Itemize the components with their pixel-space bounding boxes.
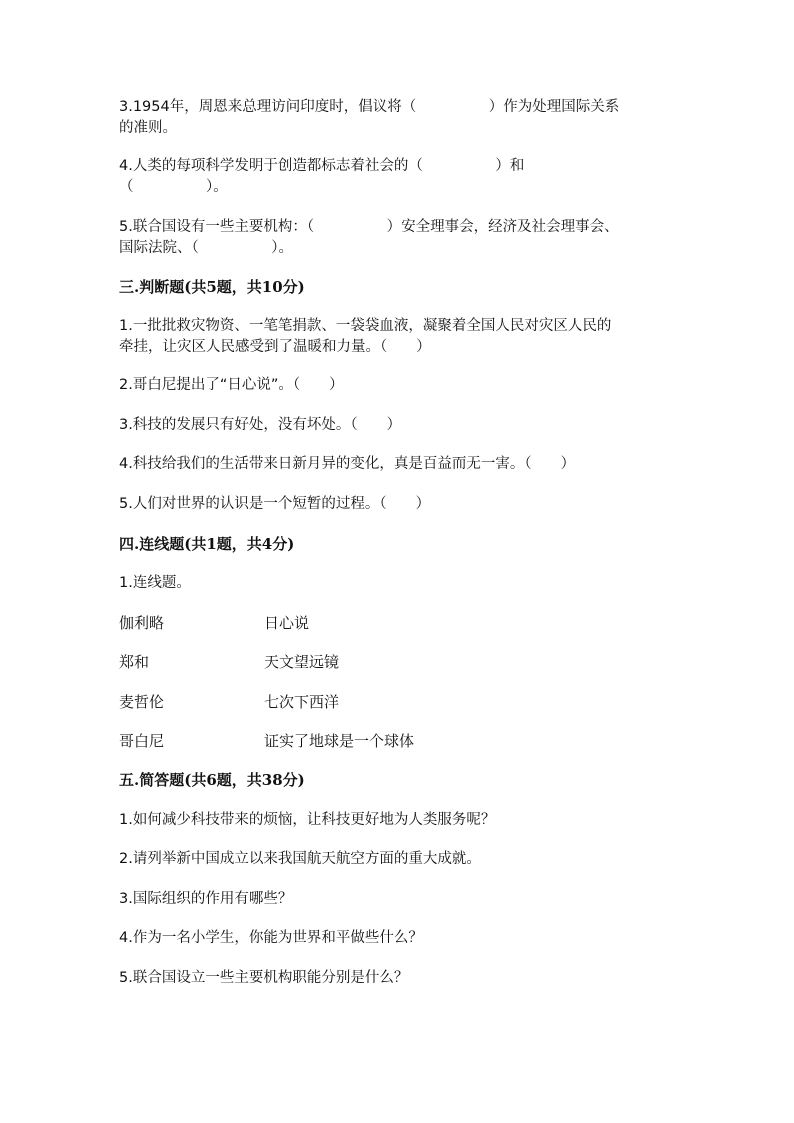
matching-left-1: 伽利略 [119,614,165,632]
fill-blank-3-line1: 3.1954年，周恩来总理访问印度时，倡议将（ ）作为处理国际关系 [119,99,620,115]
section-5-title: 五.简答题(共6题，共38分) [119,771,305,789]
short-answer-q1: 1.如何减少科技带来的烦恼，让科技更好地为人类服务呢？ [119,812,496,828]
fill-blank-3-line2: 的准则。 [119,120,177,136]
short-answer-q4: 4.作为一名小学生，你能为世界和平做些什么？ [119,930,423,946]
short-answer-q5: 5.联合国设立一些主要机构职能分别是什么？ [119,970,409,986]
fill-blank-5-line1: 5.联合国设有一些主要机构：（ ）安全理事会，经济及社会理事会、 [119,219,619,235]
judge-q4: 4.科技给我们的生活带来日新月异的变化，真是百益而无一害。（ ） [119,456,576,472]
short-answer-q3: 3.国际组织的作用有哪些？ [119,891,293,907]
matching-left-3: 麦哲伦 [119,693,165,711]
section-3-title: 三.判断题(共5题，共10分) [119,278,305,296]
judge-q1-line1: 1.一批批救灾物资、一笔笔捐款、一袋袋血液，凝聚着全国人民对灾区人民的 [119,318,612,334]
matching-right-3: 七次下西洋 [264,693,340,711]
judge-q5: 5.人们对世界的认识是一个短暂的过程。（ ） [119,496,431,512]
matching-right-4: 证实了地球是一个球体 [264,732,415,750]
fill-blank-4-line2: （ ）。 [119,179,228,195]
section-4-title: 四.连线题(共1题，共4分) [119,535,295,553]
fill-blank-4-line1: 4.人类的每项科学发明于创造都标志着社会的（ ）和 [119,158,525,174]
short-answer-q2: 2.请列举新中国成立以来我国航天航空方面的重大成就。 [119,851,481,867]
matching-question: 1.连线题。 [119,575,191,591]
matching-right-1: 日心说 [264,614,310,632]
matching-right-2: 天文望远镜 [264,653,340,671]
judge-q2: 2.哥白尼提出了“日心说”。（ ） [119,377,344,393]
matching-left-4: 哥白尼 [119,732,165,750]
fill-blank-5-line2: 国际法院、（ ）。 [119,240,293,256]
judge-q1-line2: 牵挂，让灾区人民感受到了温暖和力量。（ ） [119,339,431,355]
matching-left-2: 郑和 [119,653,150,671]
judge-q3: 3.科技的发展只有好处，没有坏处。（ ） [119,417,402,433]
